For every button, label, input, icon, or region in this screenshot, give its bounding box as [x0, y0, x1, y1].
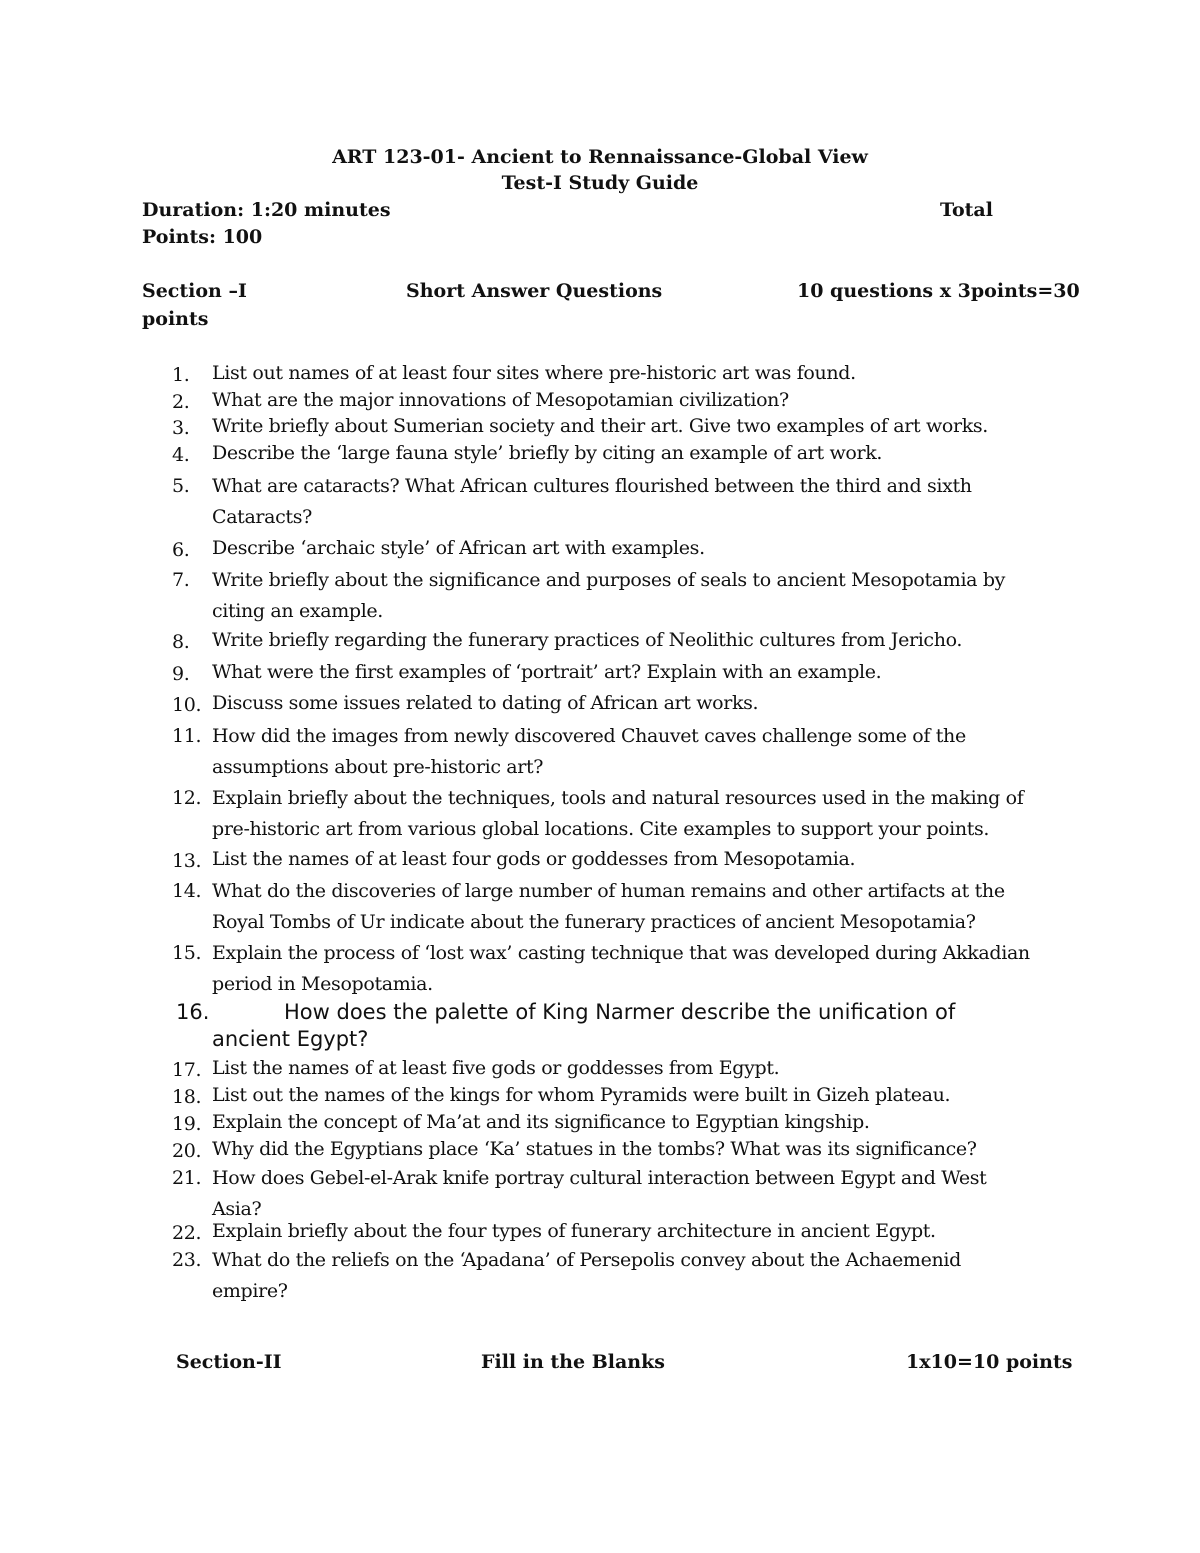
question-text: List the names of at least five gods or goddesses from Egypt.	[212, 1057, 780, 1079]
question-text: Write briefly about the significance and purposes of seals to ancient Mesopotamia by	[212, 569, 1006, 591]
question-number: 17.	[172, 1059, 202, 1081]
question-item	[172, 1136, 1052, 1163]
question-text: What do the discoveries of large number of human remains and other artifacts at the	[212, 880, 1005, 902]
question-text: Write briefly about Sumerian society and their art. Give two examples of art works.	[212, 415, 988, 437]
question-item	[172, 1218, 1052, 1245]
question-number: 10.	[172, 694, 202, 716]
question-item	[172, 690, 1052, 717]
question-text: How does Gebel-el-Arak knife portray cultural interaction between Egypt and West	[212, 1167, 987, 1189]
question-text-cont: empire?	[212, 1280, 288, 1302]
question-number: 1.	[172, 364, 190, 386]
document-subtitle: Test-I Study Guide	[501, 172, 699, 194]
points-text: Points: 100	[142, 226, 263, 248]
total-label: Total	[940, 199, 993, 221]
question-item	[172, 876, 1052, 938]
question-text: Discuss some issues related to dating of African art works.	[212, 692, 759, 714]
section1-type: Short Answer Questions	[406, 280, 663, 302]
section1-scoring-cont: points	[142, 308, 209, 330]
question-text: How does the palette of King Narmer describe the unification of	[284, 1000, 956, 1024]
question-item	[172, 659, 1052, 686]
document-title: ART 123-01- Ancient to Rennaissance-Global View	[332, 146, 868, 168]
question-number: 11.	[172, 725, 202, 747]
question-text-cont: Asia?	[212, 1198, 262, 1220]
question-number: 8.	[172, 631, 190, 653]
question-text-cont: Cataracts?	[212, 506, 312, 528]
question-text: What were the first examples of ‘portrait’ art? Explain with an example.	[212, 661, 882, 683]
question-number: 23.	[172, 1249, 202, 1271]
question-item	[172, 1245, 1052, 1307]
question-number: 3.	[172, 417, 190, 439]
question-item	[172, 535, 1052, 562]
question-number: 14.	[172, 880, 202, 902]
question-item	[172, 387, 1052, 414]
question-text: Explain briefly about the techniques, tools and natural resources used in the making of	[212, 787, 1024, 809]
question-item	[172, 413, 1052, 440]
question-text: What are the major innovations of Mesopotamian civilization?	[212, 389, 789, 411]
question-item	[172, 360, 1052, 387]
section2-type: Fill in the Blanks	[481, 1351, 665, 1373]
section2-label: Section-II	[176, 1351, 282, 1373]
question-number: 2.	[172, 391, 190, 413]
question-number: 6.	[172, 539, 190, 561]
question-text: List the names of at least four gods or goddesses from Mesopotamia.	[212, 848, 856, 870]
question-number: 9.	[172, 663, 190, 685]
question-number: 20.	[172, 1140, 202, 1162]
question-number: 19.	[172, 1113, 202, 1135]
section1-label: Section –I	[142, 280, 247, 302]
question-text: Describe ‘archaic style’ of African art with examples.	[212, 537, 705, 559]
question-item	[172, 1163, 1052, 1225]
question-number: 18.	[172, 1086, 202, 1108]
question-item	[172, 783, 1052, 845]
question-text: Explain the concept of Ma’at and its significance to Egyptian kingship.	[212, 1111, 870, 1133]
question-text: List out names of at least four sites where pre-historic art was found.	[212, 362, 856, 384]
question-number: 7.	[172, 569, 190, 591]
question-text-cont: assumptions about pre-historic art?	[212, 756, 544, 778]
question-text: What are cataracts? What African cultures flourished between the third and sixth	[212, 475, 972, 497]
question-text: Why did the Egyptians place ‘Ka’ statues in the tombs? What was its significance?	[212, 1138, 977, 1160]
question-item	[172, 721, 1052, 783]
question-number: 5.	[172, 475, 190, 497]
question-item	[172, 471, 1052, 533]
question-text-cont: citing an example.	[212, 600, 383, 622]
question-number: 12.	[172, 787, 202, 809]
question-item	[172, 938, 1052, 1000]
question-text: Explain the process of ‘lost wax’ casting technique that was developed during Akkadian	[212, 942, 1030, 964]
duration-text: Duration: 1:20 minutes	[142, 199, 391, 221]
question-item	[172, 627, 1052, 654]
question-text: Describe the ‘large fauna style’ briefly by citing an example of art work.	[212, 442, 883, 464]
question-number: 13.	[172, 850, 202, 872]
question-number: 4.	[172, 444, 190, 466]
question-item	[172, 1082, 1052, 1109]
question-text-cont: ancient Egypt?	[212, 1027, 369, 1051]
question-number: 22.	[172, 1222, 202, 1244]
question-text-cont: pre-historic art from various global locations. Cite examples to support your points.	[212, 818, 990, 840]
question-text: Write briefly regarding the funerary practices of Neolithic cultures from Jericho.	[212, 629, 963, 651]
question-text: How did the images from newly discovered Chauvet caves challenge some of the	[212, 725, 966, 747]
question-number: 15.	[172, 942, 202, 964]
section2-scoring: 1x10=10 points	[906, 1351, 1073, 1373]
question-number: 21.	[172, 1167, 202, 1189]
question-item	[172, 1109, 1052, 1136]
question-item	[172, 565, 1052, 627]
question-item	[172, 1055, 1052, 1082]
question-text: Explain briefly about the four types of funerary architecture in ancient Egypt.	[212, 1220, 936, 1242]
question-item	[172, 846, 1052, 873]
question-text-cont: Royal Tombs of Ur indicate about the funerary practices of ancient Mesopotamia?	[212, 911, 976, 933]
question-text-cont: period in Mesopotamia.	[212, 973, 433, 995]
question-text: What do the reliefs on the ‘Apadana’ of Persepolis convey about the Achaemenid	[212, 1249, 961, 1271]
question-number: 16.	[176, 1000, 210, 1024]
question-text: List out the names of the kings for whom Pyramids were built in Gizeh plateau.	[212, 1084, 951, 1106]
section1-scoring: 10 questions x 3points=30	[797, 280, 1080, 302]
question-item	[172, 440, 1052, 467]
